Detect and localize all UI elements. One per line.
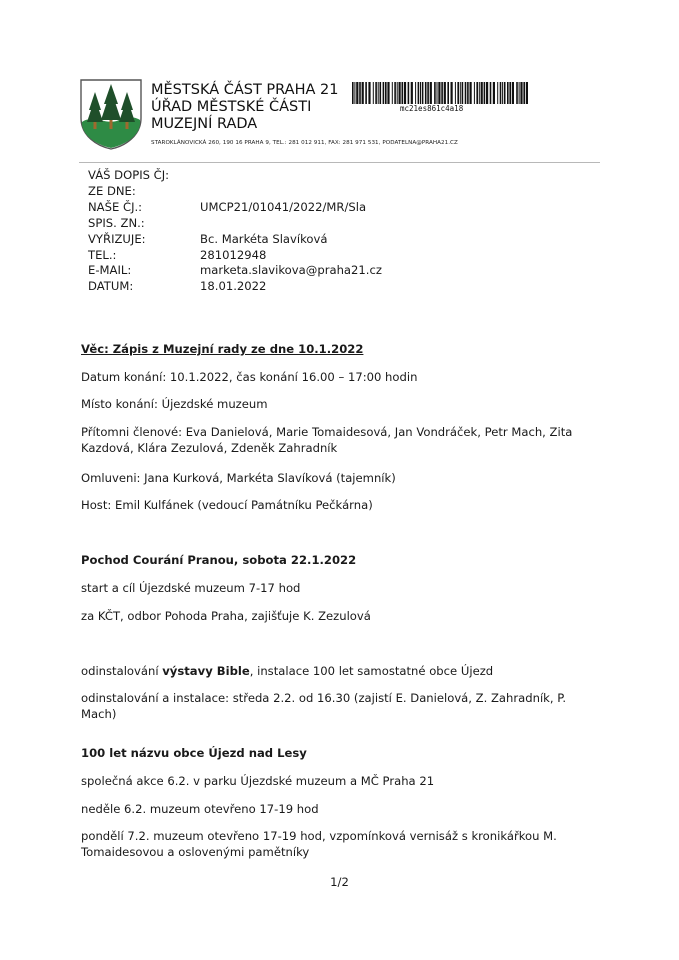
obec-line-3	[81, 829, 601, 861]
pochod-line-1: start a cíl Újezdské muzeum 7-17 hod	[81, 581, 301, 595]
obec-line-3a: pondělí 7.2. muzeum otevřeno 17-19 hod, vzpomínková vernisáž s kronikářkou M.	[81, 829, 557, 843]
header-divider	[79, 162, 600, 163]
obec-line-3b: Tomaidesovou a oslovenými pamětníky	[81, 844, 310, 859]
meta-row	[88, 279, 382, 295]
meta-label: SPIS. ZN.:	[88, 215, 145, 230]
section-heading-obec: 100 let názvu obce Újezd nad Lesy	[81, 746, 307, 760]
coat-of-arms-logo	[79, 78, 143, 150]
attendees-line-1: Přítomni členové: Eva Danielová, Marie Tomaidesová, Jan Vondráček, Petr Mach, Zita	[81, 425, 573, 439]
meta-label: TEL.:	[88, 247, 117, 262]
barcode	[352, 82, 530, 104]
reference-block	[88, 168, 382, 295]
meta-label: NAŠE ČJ.:	[88, 199, 143, 214]
meta-value: Bc. Markéta Slavíková	[200, 231, 328, 246]
barcode-text: mc21es861c4a18	[400, 104, 464, 113]
meta-value: 281012948	[200, 247, 267, 262]
section-heading-pochod: Pochod Courání Pranou, sobota 22.1.2022	[81, 553, 357, 567]
meta-row	[88, 248, 382, 264]
bible-line-2: odinstalování a instalace: středa 2.2. od 16.30 (zajistí E. Danielová, Z. Zahradník, P. Mach)	[81, 691, 567, 721]
bible-text-b: , instalace 100 let samostatné obce Újezd	[249, 664, 494, 678]
meta-row	[88, 184, 382, 200]
org-address: STAROKLÁNOVICKÁ 260, 190 16 PRAHA 9, TEL.: 281 012 911, FAX: 281 971 531, PODATELNA@PRAHA21.CZ	[151, 140, 458, 146]
meta-value: 18.01.2022	[200, 279, 267, 294]
meta-row	[88, 216, 382, 232]
meta-label: DATUM:	[88, 279, 134, 294]
meta-row	[88, 263, 382, 279]
guest: Host: Emil Kulfánek (vedoucí Památníku Pečkárna)	[81, 498, 373, 512]
meta-label: VÁŠ DOPIS ČJ:	[88, 168, 170, 182]
org-line-2: ÚŘAD MĚSTSKÉ ČÁSTI	[151, 99, 312, 115]
bible-text-bold: výstavy Bible	[162, 664, 250, 678]
meta-row	[88, 200, 382, 216]
meeting-date: Datum konání: 10.1.2022, čas konání 16.00 – 17:00 hodin	[81, 370, 418, 384]
obec-line-2: neděle 6.2. muzeum otevřeno 17-19 hod	[81, 802, 319, 816]
meeting-place: Místo konání: Újezdské muzeum	[81, 397, 268, 411]
attendees	[81, 425, 601, 457]
meta-value: UMCP21/01041/2022/MR/Sla	[200, 199, 367, 214]
meta-label: E-MAIL:	[88, 263, 132, 278]
excused: Omluveni: Jana Kurková, Markéta Slavíková (tajemník)	[81, 471, 396, 485]
meta-row	[88, 168, 382, 184]
email-link[interactable]: marketa.slavikova@praha21.cz	[200, 263, 382, 278]
subject-heading: Věc: Zápis z Muzejní rady ze dne 10.1.2022	[81, 342, 364, 356]
meta-label: VYŘIZUJE:	[88, 231, 146, 246]
bible-line-1	[81, 664, 601, 680]
org-line-3: MUZEJNÍ RADA	[151, 116, 258, 132]
organization-name	[151, 82, 338, 133]
bible-text-a: odinstalování	[81, 664, 163, 678]
obec-line-1: společná akce 6.2. v parku Újezdské muzeum a MČ Praha 21	[81, 774, 435, 788]
pochod-line-2: za KČT, odbor Pohoda Praha, zajišťuje K. Zezulová	[81, 609, 371, 623]
attendees-line-2: Kazdová, Klára Zezulová, Zdeněk Zahradník	[81, 440, 338, 455]
org-line-1: MĚSTSKÁ ČÁST PRAHA 21	[151, 82, 339, 98]
meta-row	[88, 232, 382, 248]
page-number: 1/2	[330, 875, 349, 889]
meta-label: ZE DNE:	[88, 183, 136, 198]
